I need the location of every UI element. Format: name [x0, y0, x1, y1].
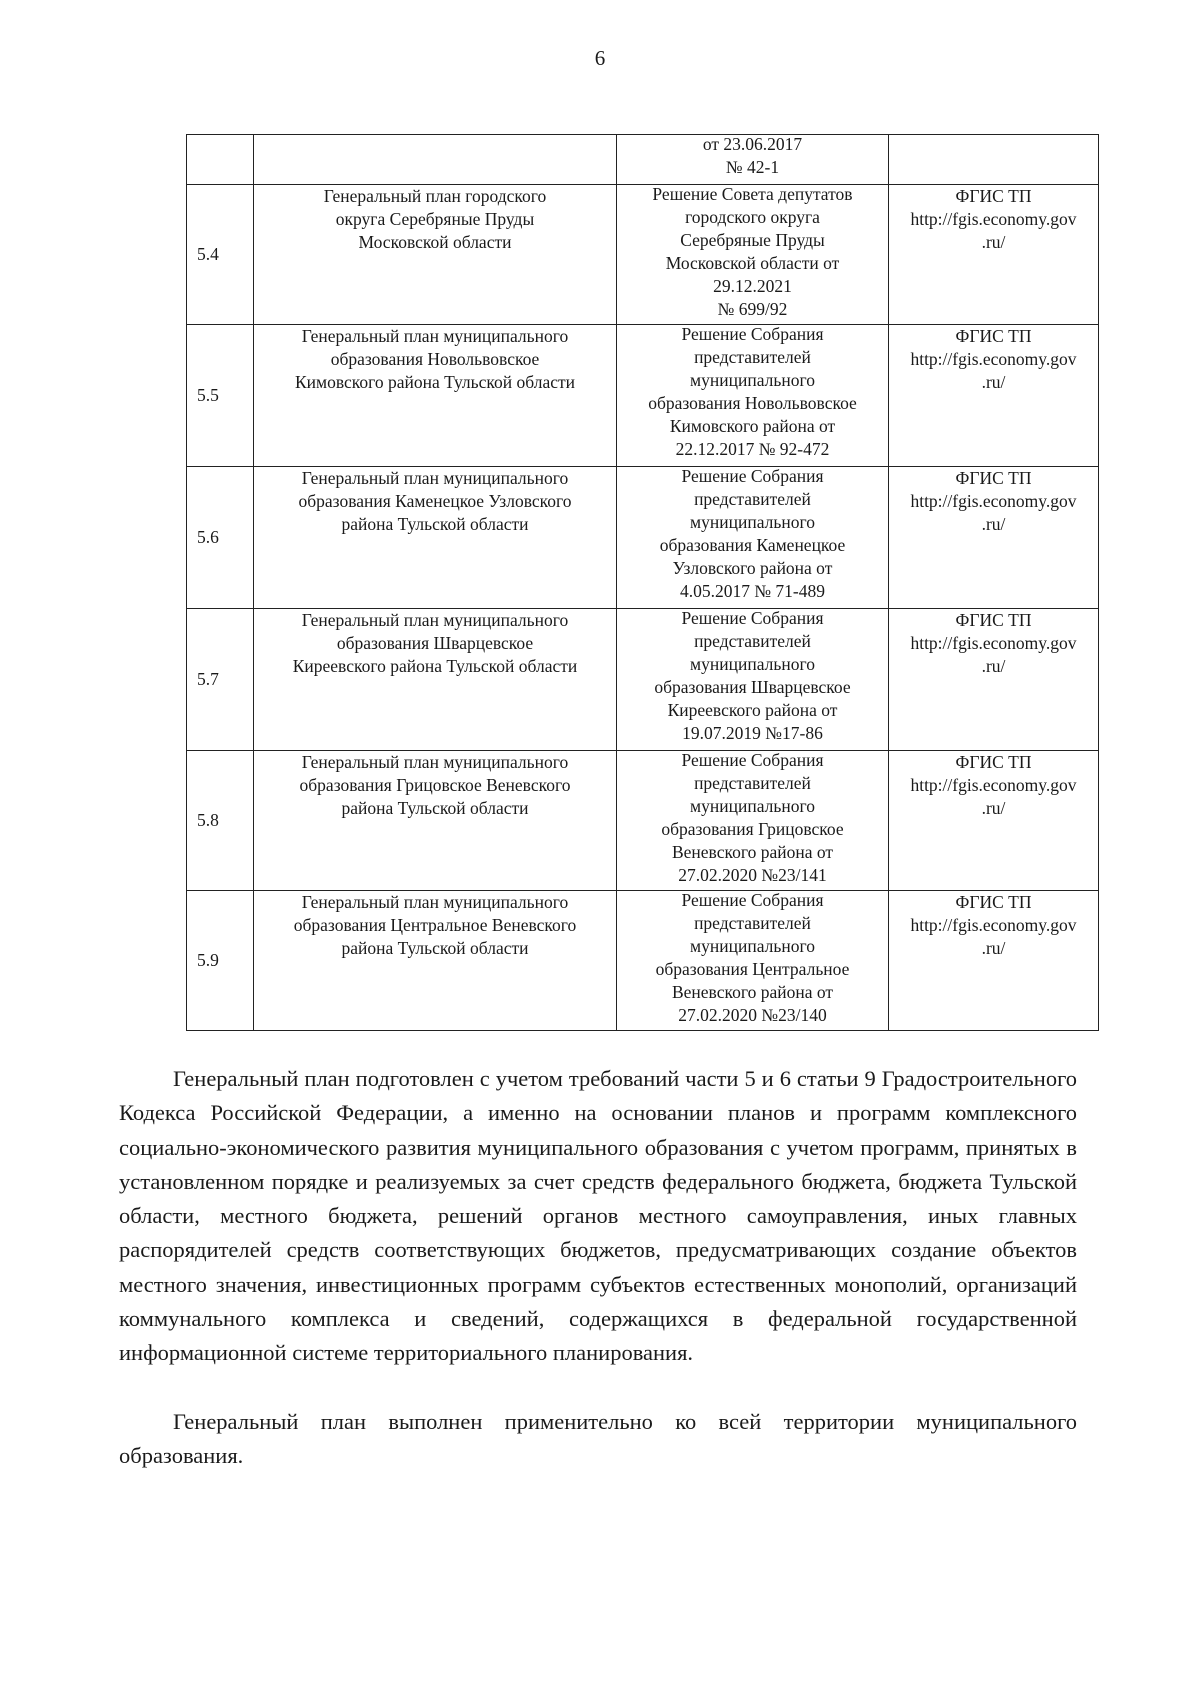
source-cell: ФГИС ТП http://fgis.economy.gov .ru/ [889, 185, 1099, 325]
resolution-cell: Решение Собрания представителей муниципального образования Каменецкое Узловского района от 4.05.2017 № 71-489 [617, 467, 889, 609]
resolution-cell: Решение Собрания представителей муниципального образования Центральное Веневского района от 27.02.2020 №23/140 [617, 891, 889, 1031]
resolution-cell: Решение Собрания представителей муниципального образования Шварцевское Киреевского района от 19.07.2019 №17-86 [617, 609, 889, 751]
table-row [187, 135, 1099, 185]
resolution-cell: Решение Совета депутатов городского округа Серебряные Пруды Московской области от 29.12.2021 № 699/92 [617, 185, 889, 325]
body-paragraph [119, 1062, 1077, 1371]
plan-name-cell: Генеральный план муниципального образования Шварцевское Киреевского района Тульской области [254, 609, 617, 751]
row-number: 5.9 [187, 891, 254, 1031]
plan-name-cell: Генеральный план муниципального образования Центральное Веневского района Тульской области [254, 891, 617, 1031]
plan-name-cell: Генеральный план городского округа Серебряные Пруды Московской области [254, 185, 617, 325]
resolution-cell: от 23.06.2017 № 42-1 [617, 135, 889, 185]
table-row [187, 891, 1099, 1031]
source-cell: ФГИС ТП http://fgis.economy.gov .ru/ [889, 891, 1099, 1031]
paragraph-text: Генеральный план выполнен применительно ко всей территории муниципального образования. [119, 1409, 1077, 1469]
plan-name-cell: Генеральный план муниципального образования Грицовское Веневского района Тульской области [254, 751, 617, 891]
row-number: 5.8 [187, 751, 254, 891]
source-cell: ФГИС ТП http://fgis.economy.gov .ru/ [889, 751, 1099, 891]
table-row [187, 185, 1099, 325]
table-row [187, 467, 1099, 609]
row-number: 5.6 [187, 467, 254, 609]
resolution-cell: Решение Собрания представителей муниципального образования Новольвовское Кимовского района от 22.12.2017 № 92-472 [617, 325, 889, 467]
table-row [187, 609, 1099, 751]
resolution-cell: Решение Собрания представителей муниципального образования Грицовское Веневского района от 27.02.2020 №23/141 [617, 751, 889, 891]
plan-name-cell: Генеральный план муниципального образования Каменецкое Узловского района Тульской области [254, 467, 617, 609]
general-plans-table [186, 134, 1099, 1031]
page-number: 6 [594, 46, 606, 70]
table-row [187, 751, 1099, 891]
row-number: 5.4 [187, 185, 254, 325]
plan-name-cell [254, 135, 617, 185]
row-number [187, 135, 254, 185]
body-paragraph [119, 1405, 1077, 1474]
source-cell: ФГИС ТП http://fgis.economy.gov .ru/ [889, 467, 1099, 609]
row-number: 5.7 [187, 609, 254, 751]
row-number: 5.5 [187, 325, 254, 467]
plan-name-cell: Генеральный план муниципального образования Новольвовское Кимовского района Тульской области [254, 325, 617, 467]
source-cell [889, 135, 1099, 185]
paragraph-text: Генеральный план подготовлен с учетом требований части 5 и 6 статьи 9 Градостроительного Кодекса Российской Федерации, а именно на основании планов и программ комплексного социально-экономического развития муниципального образования с учетом программ, принятых в установленном порядке и реализуемых за счет средств федерального бюджета, бюджета Тульской области, местного бюджета, решений органов местного самоуправления, иных главных распорядителей средств соответствующих бюджетов, предусматривающих создание объектов местного значения, инвестиционных программ субъектов естественных монополий, организаций коммунального комплекса и сведений, содержащихся в федеральной государственной информационной системе территориального планирования. [119, 1066, 1077, 1366]
source-cell: ФГИС ТП http://fgis.economy.gov .ru/ [889, 325, 1099, 467]
table-row [187, 325, 1099, 467]
source-cell: ФГИС ТП http://fgis.economy.gov .ru/ [889, 609, 1099, 751]
